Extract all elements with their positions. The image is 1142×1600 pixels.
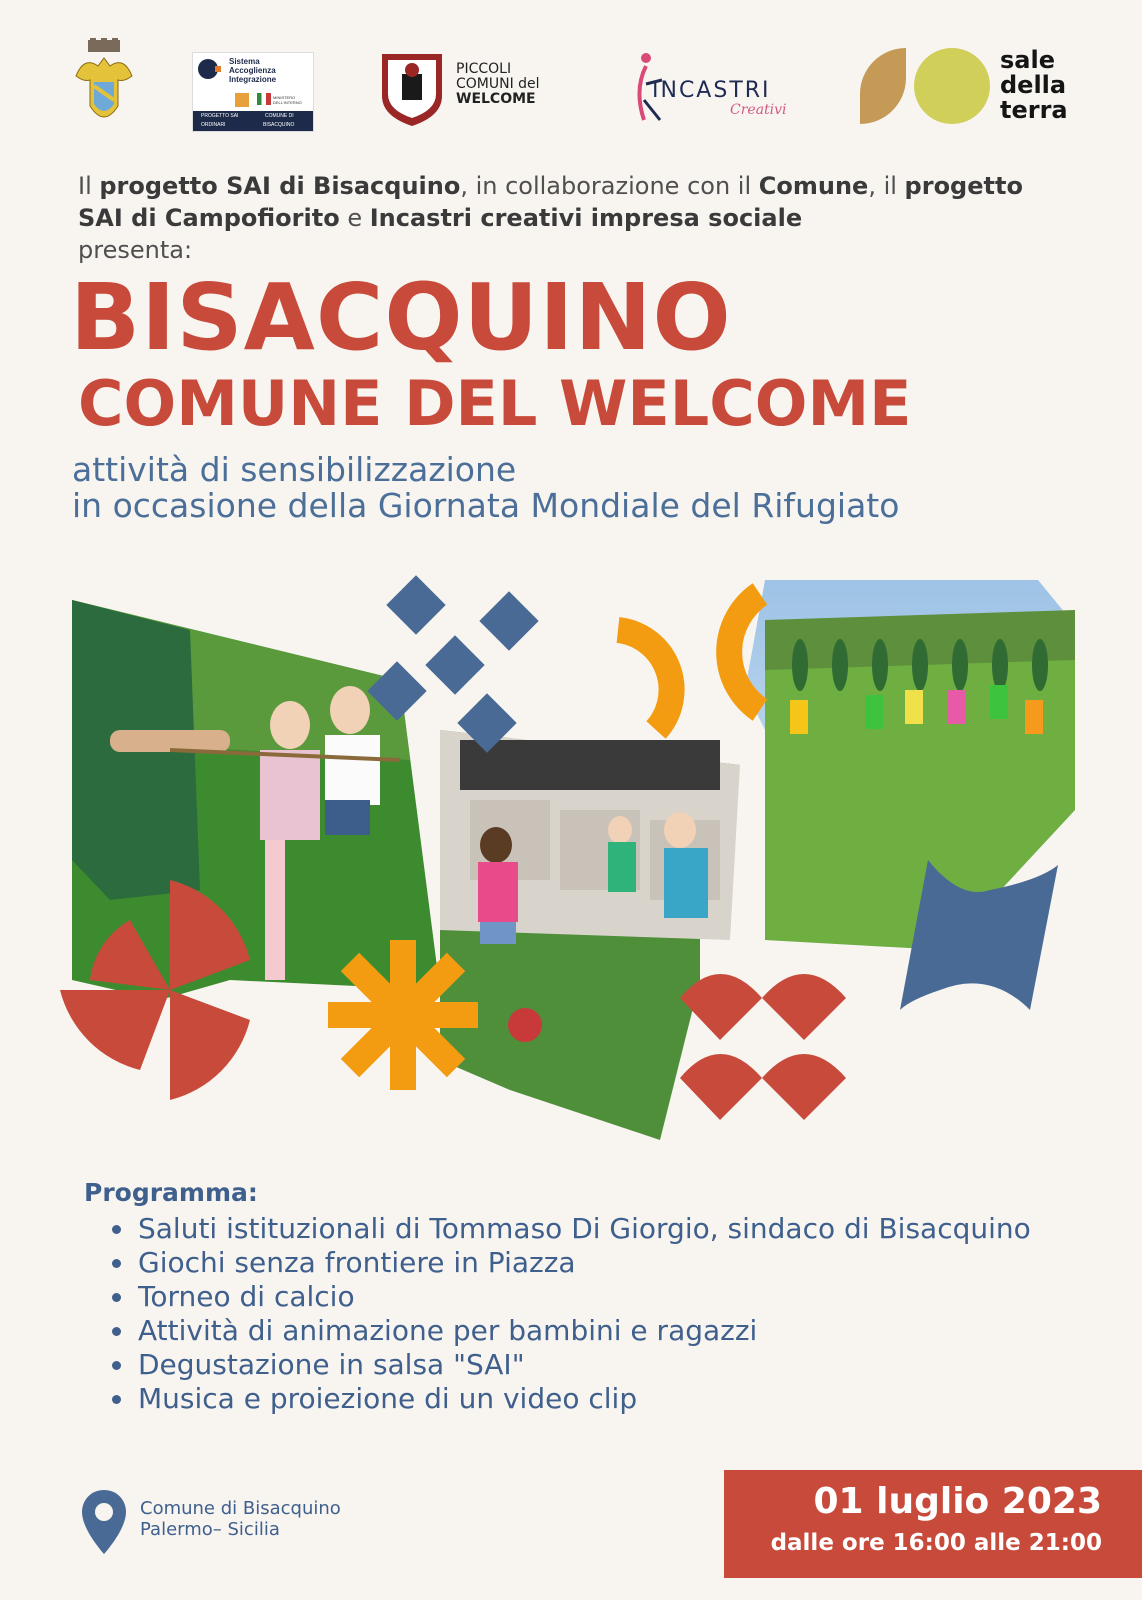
program-item: • Attività di animazione per bambini e ragazzi	[136, 1314, 1036, 1348]
sai-foot-left: PROGETTO SAI	[201, 113, 239, 119]
location-line2: Palermo– Sicilia	[140, 1519, 280, 1540]
sai-logo-square-icon	[215, 66, 221, 72]
sale-della-terra-logo	[860, 44, 1080, 134]
intro-text-2: , in collaborazione con il	[460, 172, 759, 200]
sai-foot-right2: BISACQUINO	[263, 122, 295, 128]
program-list	[108, 1212, 1036, 1416]
sai-ministry: MINISTERO DELL'INTERNO	[273, 95, 302, 105]
pcw-line1: PICCOLI	[456, 61, 512, 77]
program-item: • Saluti istituzionali di Tommaso Di Giorgio, sindaco di Bisacquino	[136, 1212, 1036, 1246]
pcw-line2: COMUNI del	[456, 76, 540, 92]
intro-paragraph	[78, 170, 1038, 266]
program-item: • Degustazione in salsa "SAI"	[136, 1348, 1036, 1382]
comune-crest-logo	[74, 36, 134, 136]
sai-line2: Accoglienza	[229, 66, 276, 75]
intro-text-5: presenta:	[78, 236, 193, 264]
incastri-creativi-logo	[630, 50, 810, 130]
event-subtitle	[72, 452, 899, 524]
location-pin-icon	[80, 1488, 128, 1560]
sale-line3: terra	[1000, 96, 1068, 124]
intro-text-1: Il	[78, 172, 100, 200]
decor-orange-star-icon	[328, 940, 478, 1090]
pcw-shield-icon	[380, 52, 444, 132]
photo-collage	[0, 560, 1142, 1160]
sai-logo-footer	[193, 111, 313, 131]
incastri-name: INCASTRI	[652, 78, 771, 103]
sale-leaf-icon	[860, 48, 906, 124]
program-item: • Giochi senza frontiere in Piazza	[136, 1246, 1036, 1280]
sai-logo-emblem-icon	[235, 93, 249, 107]
program-heading: Programma:	[84, 1178, 258, 1207]
intro-text-3: , il	[868, 172, 905, 200]
event-time: dalle ore 16:00 alle 21:00	[770, 1530, 1102, 1556]
subtitle-line2: in occasione della Giornata Mondiale del Rifugiato	[72, 486, 900, 525]
incastri-sub: Creativi	[730, 102, 787, 118]
location-text	[140, 1498, 341, 1540]
intro-bold-2: Comune	[758, 172, 869, 200]
piccoli-comuni-welcome-logo	[380, 52, 570, 128]
sai-line1: Sistema	[229, 57, 260, 66]
pcw-line3: WELCOME	[456, 91, 536, 107]
intro-bold-4: Incastri creativi impresa sociale	[369, 204, 803, 232]
event-date: 01 luglio 2023	[813, 1481, 1102, 1522]
intro-bold-1: progetto SAI di Bisacquino	[99, 172, 461, 200]
sai-logo-text	[229, 57, 276, 84]
decor-red-petals-icon	[680, 974, 846, 1120]
program-item: • Musica e proiezione di un video clip	[136, 1382, 1036, 1416]
sale-line1: sale	[1000, 46, 1055, 74]
sai-line3: Integrazione	[229, 75, 277, 84]
sai-foot-right: COMUNE DI	[265, 113, 294, 119]
program-item: • Torneo di calcio	[136, 1280, 1036, 1314]
intro-text-4: e	[339, 204, 370, 232]
sai-logo	[192, 52, 314, 132]
italy-flag-icon	[257, 93, 271, 105]
sale-circle-icon	[914, 48, 990, 124]
sale-line2: della	[1000, 71, 1067, 99]
main-title: BISACQUINO	[70, 264, 732, 371]
decor-orange-arcs-icon	[618, 594, 760, 730]
main-subtitle-title: COMUNE DEL WELCOME	[78, 367, 912, 440]
intro-bold-3: progetto SAI di Campofiorito	[78, 172, 1023, 232]
sale-text	[1000, 48, 1068, 123]
location-line1: Comune di Bisacquino	[140, 1498, 341, 1519]
pcw-text	[456, 62, 540, 107]
sai-foot-left2: ORDINARI	[201, 122, 226, 128]
subtitle-line1: attività di sensibilizzazione	[72, 450, 517, 489]
